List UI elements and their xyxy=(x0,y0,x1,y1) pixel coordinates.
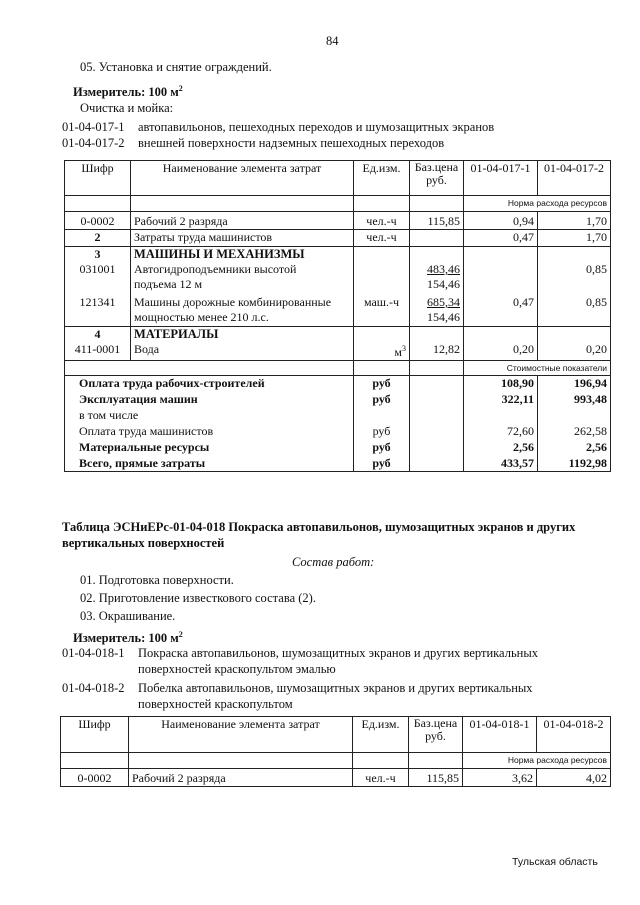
row-name-line1: Машины дорожные комбинированные xyxy=(134,295,332,309)
row-code: 4 xyxy=(65,326,131,342)
row-value-1: 0,94 xyxy=(464,211,538,229)
cost-name: Всего, прямые затраты xyxy=(65,456,354,472)
row-name xyxy=(131,262,354,292)
item-text-017-1: автопавильонов, пешеходных переходов и шумозащитных экранов xyxy=(138,120,495,134)
meter-label-1: Измеритель: 100 м xyxy=(73,85,179,100)
item-018-2-line2: поверхностей краскопультом xyxy=(138,697,293,711)
cleaning-label: Очистка и мойка: xyxy=(80,101,174,115)
row-price: 115,85 xyxy=(410,211,464,229)
row-value-2: 1,70 xyxy=(538,229,611,246)
item-code-017-2: 01-04-017-2 xyxy=(62,136,125,150)
meter-2 xyxy=(73,627,183,646)
row-code: 3 xyxy=(65,246,131,262)
cost-row xyxy=(65,376,611,392)
work-item: 05. Установка и снятие ограждений. xyxy=(80,60,272,74)
row-price-line2: 154,46 xyxy=(427,276,460,291)
page-number: 84 xyxy=(326,34,339,48)
cost-price-empty xyxy=(410,376,464,392)
cost-value-1: 72,60 xyxy=(464,424,538,440)
cost-value-2: 262,58 xyxy=(538,424,611,440)
header-price: Баз.цена руб. xyxy=(410,161,464,196)
header-col1: 01-04-017-1 xyxy=(464,161,538,196)
row-value-2: 0,85 xyxy=(538,292,611,326)
row-unit: чел.-ч xyxy=(354,229,410,246)
cost-value-1 xyxy=(464,408,538,424)
cost-unit: руб xyxy=(354,440,410,456)
table-row xyxy=(65,342,611,360)
cost-label-row xyxy=(65,360,611,376)
row-code: 2 xyxy=(65,229,131,246)
row-price: 115,85 xyxy=(409,768,463,786)
step-3: 03. Окрашивание. xyxy=(80,609,176,623)
row-value-1: 0,47 xyxy=(464,229,538,246)
table-row xyxy=(65,211,611,229)
header-col1: 01-04-018-1 xyxy=(463,717,537,753)
header-name: Наименование элемента затрат xyxy=(129,717,353,753)
row-value-2: 0,20 xyxy=(538,342,611,360)
row-unit: чел.-ч xyxy=(353,768,409,786)
resource-table-018 xyxy=(60,716,611,787)
cost-row xyxy=(65,408,611,424)
cost-value-1: 108,90 xyxy=(464,376,538,392)
header-code: Шифр xyxy=(61,717,129,753)
row-name: МАТЕРИАЛЫ xyxy=(131,326,354,342)
cost-label: Стоимостные показатели xyxy=(464,360,611,376)
header-col2: 01-04-018-2 xyxy=(537,717,611,753)
item-018-2-line1: Побелка автопавильонов, шумозащитных экранов и других вертикальных xyxy=(138,681,533,695)
table-header-row xyxy=(61,717,611,753)
header-col2: 01-04-017-2 xyxy=(538,161,611,196)
row-name: МАШИНЫ И МЕХАНИЗМЫ xyxy=(131,246,354,262)
unit-text: м xyxy=(394,345,402,359)
row-name: Вода xyxy=(131,342,354,360)
row-price-line1: 685,34 xyxy=(427,295,460,309)
row-code: 121341 xyxy=(65,292,131,326)
header-price: Баз.цена руб. xyxy=(409,717,463,753)
row-value-1: 0,20 xyxy=(464,342,538,360)
unit-sup: 3 xyxy=(402,344,406,353)
row-price xyxy=(410,292,464,326)
cost-name: в том числе xyxy=(65,408,354,424)
step-1: 01. Подготовка поверхности. xyxy=(80,573,234,587)
header-name: Наименование элемента затрат xyxy=(131,161,354,196)
row-price-line1: 483,46 xyxy=(427,262,460,276)
cost-unit: руб xyxy=(354,376,410,392)
cost-row xyxy=(65,440,611,456)
cost-value-1: 322,11 xyxy=(464,392,538,408)
norm-label-row xyxy=(65,196,611,212)
cost-value-2: 2,56 xyxy=(538,440,611,456)
item-018-1-line2: поверхностей краскопультом эмалью xyxy=(138,662,336,676)
cost-row xyxy=(65,392,611,408)
row-name xyxy=(131,292,354,326)
cost-price-empty xyxy=(410,392,464,408)
table-header-row xyxy=(65,161,611,196)
row-value-2: 1,70 xyxy=(538,211,611,229)
row-name: Рабочий 2 разряда xyxy=(129,768,353,786)
header-code: Шифр xyxy=(65,161,131,196)
row-unit: чел.-ч xyxy=(354,211,410,229)
table-row xyxy=(65,292,611,326)
cost-value-2: 196,94 xyxy=(538,376,611,392)
cost-unit: руб xyxy=(354,392,410,408)
cost-name: Материальные ресурсы xyxy=(65,440,354,456)
item-code-018-1: 01-04-018-1 xyxy=(62,646,125,660)
row-price: 12,82 xyxy=(410,342,464,360)
cost-price-empty xyxy=(410,440,464,456)
header-unit: Ед.изм. xyxy=(354,161,410,196)
cost-unit xyxy=(354,408,410,424)
item-text-017-2: внешней поверхности надземных пешеходных переходов xyxy=(138,136,445,150)
row-value-2: 4,02 xyxy=(537,768,611,786)
row-price xyxy=(410,229,464,246)
row-price-line2: 154,46 xyxy=(427,309,460,324)
row-code: 031001 xyxy=(65,262,131,292)
cost-price-empty xyxy=(410,408,464,424)
table-row xyxy=(61,768,611,786)
cost-row xyxy=(65,456,611,472)
section-row-materials xyxy=(65,326,611,342)
meter-sup-2: 2 xyxy=(178,630,183,639)
row-code: 0-0002 xyxy=(61,768,129,786)
row-name-line2: мощностью менее 210 л.с. xyxy=(134,309,269,324)
cost-row xyxy=(65,424,611,440)
row-value-1: 0,47 xyxy=(464,292,538,326)
row-name: Рабочий 2 разряда xyxy=(131,211,354,229)
meter-label-2: Измеритель: 100 м xyxy=(73,631,179,646)
row-code: 0-0002 xyxy=(65,211,131,229)
cost-value-2 xyxy=(538,408,611,424)
section-row-machines xyxy=(65,246,611,262)
row-name: Затраты труда машинистов xyxy=(131,229,354,246)
norm-label-row xyxy=(61,753,611,769)
table-018-title-line2: вертикальных поверхностей xyxy=(62,536,225,550)
resource-table-017 xyxy=(64,160,611,472)
cost-unit: руб xyxy=(354,456,410,472)
cost-unit: руб xyxy=(354,424,410,440)
cost-price-empty xyxy=(410,424,464,440)
meter-1 xyxy=(73,81,183,100)
row-unit xyxy=(354,342,410,360)
footer-region: Тульская область xyxy=(512,856,598,868)
meter-sup-1: 2 xyxy=(178,84,183,93)
row-unit: маш.-ч xyxy=(354,292,410,326)
cost-price-empty xyxy=(410,456,464,472)
table-018-title-line1: Таблица ЭСНиЕРс-01-04-018 Покраска автопавильонов, шумозащитных экранов и других xyxy=(62,520,576,534)
cost-value-2: 993,48 xyxy=(538,392,611,408)
header-unit: Ед.изм. xyxy=(353,717,409,753)
item-code-017-1: 01-04-017-1 xyxy=(62,120,125,134)
row-value-2: 0,85 xyxy=(538,262,611,292)
row-value-1: 3,62 xyxy=(463,768,537,786)
table-row xyxy=(65,229,611,246)
step-2: 02. Приготовление известкового состава (2). xyxy=(80,591,316,605)
row-value-1 xyxy=(464,262,538,292)
cost-name: Оплата труда рабочих-строителей xyxy=(65,376,354,392)
row-price xyxy=(410,262,464,292)
row-name-line1: Автогидроподъемники высотой xyxy=(134,262,297,276)
norm-label: Норма расхода ресурсов xyxy=(463,753,611,769)
item-code-018-2: 01-04-018-2 xyxy=(62,681,125,695)
item-018-1-line1: Покраска автопавильонов, шумозащитных экранов и других вертикальных xyxy=(138,646,538,660)
table-row xyxy=(65,262,611,292)
cost-value-2: 1192,98 xyxy=(538,456,611,472)
cost-name: Эксплуатация машин xyxy=(65,392,354,408)
cost-name: Оплата труда машинистов xyxy=(65,424,354,440)
norm-label: Норма расхода ресурсов xyxy=(464,196,611,212)
row-name-line2: подъема 12 м xyxy=(134,276,203,291)
cost-value-1: 433,57 xyxy=(464,456,538,472)
row-code: 411-0001 xyxy=(65,342,131,360)
composition-label: Состав работ: xyxy=(292,555,375,569)
cost-value-1: 2,56 xyxy=(464,440,538,456)
